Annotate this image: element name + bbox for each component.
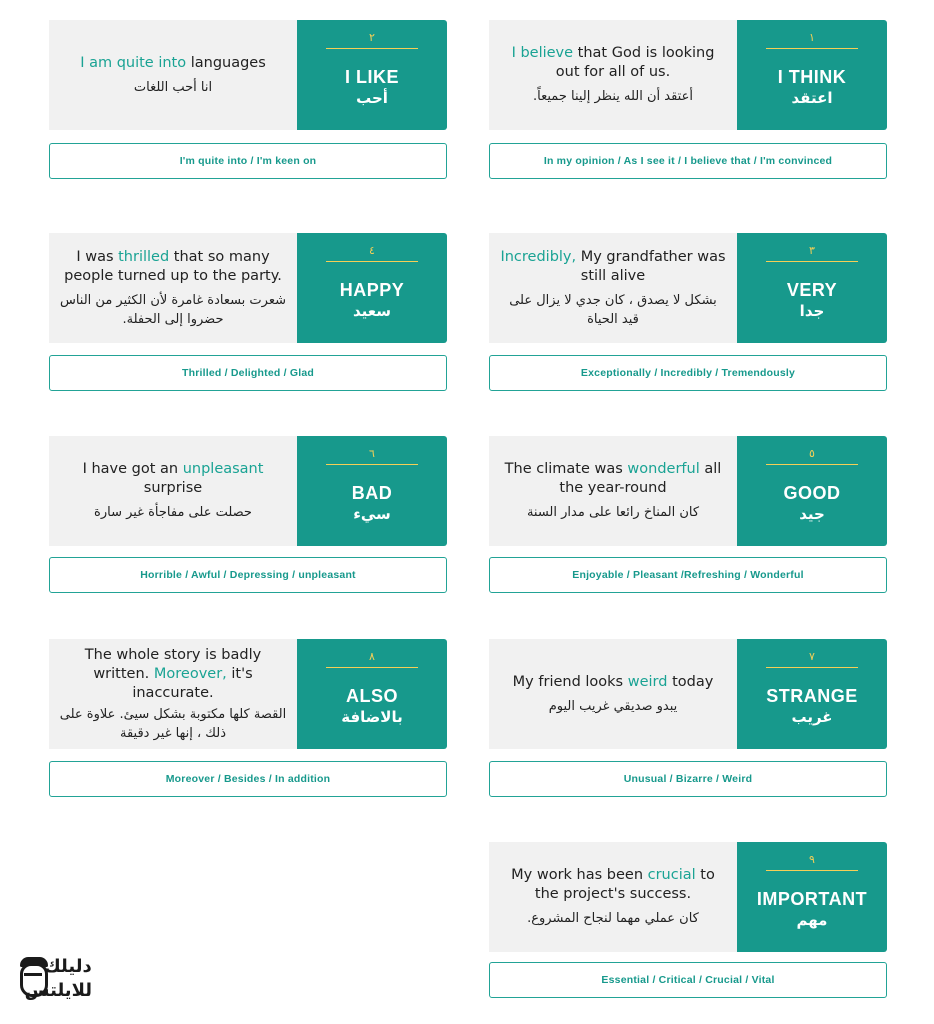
- word-tile: [737, 20, 887, 130]
- card-very: [489, 233, 887, 343]
- example-panel: [49, 436, 297, 546]
- example-sentence-en: [499, 44, 727, 82]
- word-en: ALSO: [345, 685, 398, 706]
- word-en: BAD: [351, 482, 393, 503]
- word-ar: بالاضافة: [341, 707, 403, 726]
- word-tile: [737, 639, 887, 749]
- word-tile: [737, 436, 887, 546]
- example-sentence-en: [59, 646, 287, 703]
- highlight-phrase: Incredibly,: [500, 248, 577, 265]
- highlight-phrase: crucial: [647, 867, 696, 883]
- synonyms-bar: Essential / Critical / Crucial / Vital: [489, 962, 887, 998]
- synonyms-bar: Exceptionally / Incredibly / Tremendously: [489, 355, 887, 391]
- example-panel: [489, 842, 737, 952]
- example-sentence-en: [59, 248, 287, 286]
- example-sentence-ar: حصلت على مفاجأة غير سارة: [94, 505, 252, 520]
- example-panel: [489, 20, 737, 130]
- word-en: GOOD: [783, 482, 841, 503]
- example-panel: [489, 639, 737, 749]
- example-sentence-en: [499, 460, 727, 498]
- synonyms-bar: Moreover / Besides / In addition: [49, 761, 447, 797]
- word-tile: [737, 233, 887, 343]
- card-i-think: [489, 20, 887, 130]
- highlight-phrase: I believe: [511, 45, 574, 61]
- synonyms-bar: Enjoyable / Pleasant /Refreshing / Wonderful: [489, 557, 887, 593]
- example-sentence-en: [59, 460, 287, 498]
- word-tile: [297, 639, 447, 749]
- sentence-text: that so many people turned up to the party.: [64, 248, 282, 284]
- example-sentence-ar: انا أحب اللغات: [133, 79, 213, 95]
- example-sentence-en: [499, 248, 727, 286]
- card-number: ١: [809, 31, 815, 44]
- card-number: ٢: [369, 31, 375, 44]
- highlight-phrase: unpleasant: [182, 461, 264, 477]
- sentence-text: My work has been: [511, 867, 648, 883]
- word-ar: سعيد: [352, 301, 391, 320]
- word-tile: [297, 436, 447, 546]
- example-sentence-ar: شعرت بسعادة غامرة لأن الكثير من الناس حضروا إلى الحفلة.: [59, 292, 287, 327]
- card-strange: [489, 639, 887, 749]
- sentence-text: it's inaccurate.: [132, 665, 253, 701]
- card-happy: [49, 233, 447, 343]
- word-en: HAPPY: [339, 279, 405, 300]
- synonyms-bar: Horrible / Awful / Depressing / unpleasant: [49, 557, 447, 593]
- word-en: STRANGE: [766, 685, 858, 706]
- word-ar: غريب: [791, 707, 833, 726]
- word-tile: [297, 20, 447, 130]
- synonyms-bar: In my opinion / As I see it / I believe that / I'm convinced: [489, 143, 887, 179]
- synonyms-bar: Unusual / Bizarre / Weird: [489, 761, 887, 797]
- example-sentence-en: [513, 673, 714, 692]
- card-number: ٨: [369, 650, 375, 663]
- synonyms-bar: Thrilled / Delighted / Glad: [49, 355, 447, 391]
- word-tile: [737, 842, 887, 952]
- card-number: ٣: [809, 244, 815, 257]
- card-good: [489, 436, 887, 546]
- highlight-phrase: weird: [627, 673, 668, 690]
- sentence-text: languages: [186, 54, 266, 71]
- highlight-phrase: thrilled: [118, 248, 170, 265]
- sentence-text: The climate was: [504, 461, 628, 477]
- word-ar: اعتقد: [791, 88, 833, 107]
- sentence-text: The whole story is badly written.: [84, 646, 262, 682]
- sentence-text: I was: [76, 248, 119, 265]
- card-number: ٥: [809, 447, 815, 460]
- word-ar: مهم: [796, 910, 828, 929]
- example-panel: [489, 436, 737, 546]
- card-also: [49, 639, 447, 749]
- word-ar: سيء: [353, 504, 391, 523]
- example-sentence-ar: أعتقد أن الله ينظر إلينا جميعاً.: [533, 89, 693, 104]
- sentence-text: My friend looks: [512, 673, 628, 690]
- word-tile: [297, 233, 447, 343]
- word-ar: جيد: [799, 504, 825, 523]
- logo-text: دليلك للايلتس: [24, 956, 92, 1001]
- word-ar: جدا: [799, 301, 825, 320]
- card-bad: [49, 436, 447, 546]
- card-important: [489, 842, 887, 952]
- example-panel: [49, 233, 297, 343]
- sentence-text: that God is looking out for all of us.: [555, 45, 715, 80]
- card-number: ٤: [369, 244, 375, 257]
- card-number: ٩: [809, 853, 815, 866]
- word-en: IMPORTANT: [756, 888, 868, 909]
- word-en: I LIKE: [344, 66, 399, 87]
- example-sentence-en: [499, 866, 727, 904]
- sentence-text: today: [667, 673, 714, 690]
- example-panel: [489, 233, 737, 343]
- word-ar: أحب: [356, 88, 388, 107]
- brand-logo: [18, 955, 92, 1011]
- highlight-phrase: I am quite into: [80, 54, 187, 71]
- sentence-text: to the project's success.: [534, 867, 715, 902]
- sentence-text: My grandfather was still alive: [576, 248, 726, 284]
- example-sentence-en: [80, 54, 266, 73]
- example-sentence-ar: كان عملي مهما لنجاح المشروع.: [527, 911, 699, 926]
- example-panel: [49, 20, 297, 130]
- example-sentence-ar: كان المناخ رائعا على مدار السنة: [526, 505, 700, 520]
- highlight-phrase: wonderful: [627, 461, 700, 477]
- highlight-phrase: Moreover,: [153, 665, 227, 682]
- sentence-text: surprise: [143, 480, 203, 496]
- word-en: I THINK: [777, 66, 847, 87]
- example-sentence-ar: بشكل لا يصدق ، كان جدي لا يزال على قيد الحياة: [509, 292, 717, 327]
- example-sentence-ar: القصة كلها مكتوبة بشكل سيئ. علاوة على ذلك ، إنها غير دقيقة: [59, 706, 287, 741]
- card-number: ٦: [369, 447, 375, 460]
- synonyms-bar: I'm quite into / I'm keen on: [49, 143, 447, 179]
- sentence-text: all the year-round: [559, 461, 722, 496]
- card-number: ٧: [809, 650, 815, 663]
- card-i-like: [49, 20, 447, 130]
- sentence-text: I have got an: [82, 461, 183, 477]
- word-en: VERY: [786, 279, 838, 300]
- example-panel: [49, 639, 297, 749]
- example-sentence-ar: يبدو صديقي غريب اليوم: [548, 698, 678, 714]
